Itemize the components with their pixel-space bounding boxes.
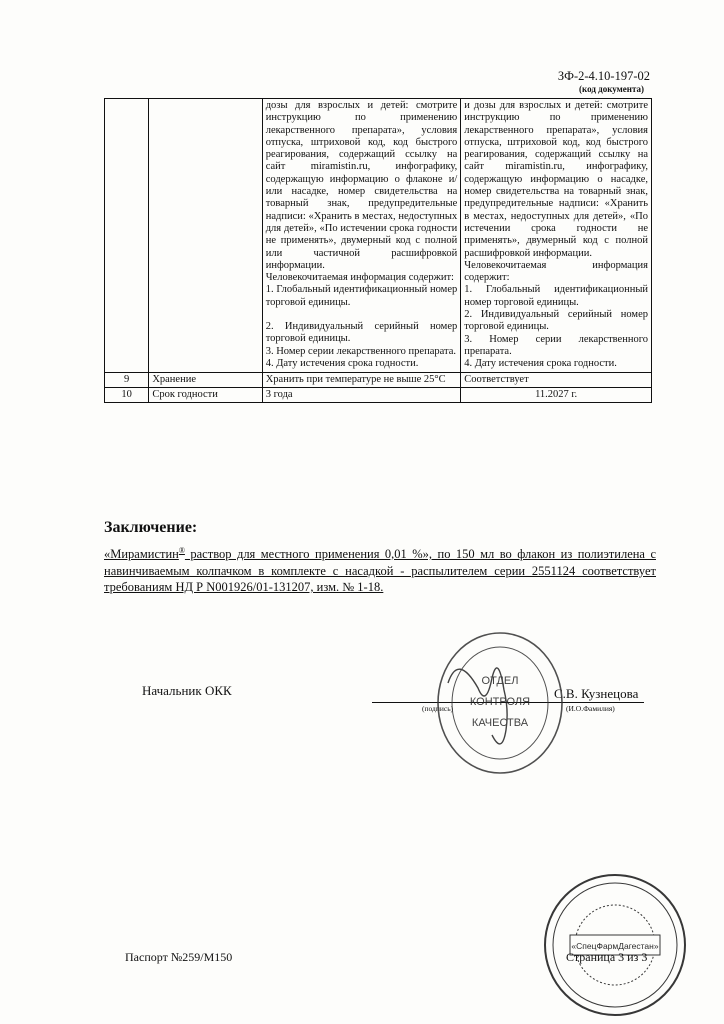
result-cell: Соответствует xyxy=(461,372,652,387)
document-code-value: ЗФ-2-4.10-197-02 xyxy=(557,69,650,83)
name-caption: (И.О.Фамилия) xyxy=(566,704,615,713)
document-code-label: (код документа) xyxy=(579,84,644,94)
result-line: Человекочитаемая информация содержит: xyxy=(464,259,648,284)
requirement-line: 3. Номер серии лекарственного препарата. xyxy=(265,345,457,357)
seal-company-name: «СпецФармДагестан» xyxy=(571,941,659,951)
result-line: и дозы для взрослых и детей: смотрите инструкцию по применению лекарственного препарата», условия отпуска, штриховой код, код быстрого реагирования, содержащий ссылку на сайт miramistin.ru, инфографику, содержащую информацию о насадке, номер свидетельства на товарный знак, предупредительные надписи: «Хранить в местах, недоступных для детей», «По истечении срока годности не применять», двумерный код с полной расшифровкой информации. xyxy=(464,100,648,259)
table-row xyxy=(105,387,652,402)
company-seal xyxy=(540,870,690,1020)
requirement-line: 4. Дату истечения срока годности. xyxy=(265,357,419,369)
signer-role: Начальник ОКК xyxy=(142,683,232,698)
signer-name: С.В. Кузнецова xyxy=(554,686,639,701)
conclusion-body: раствор для местного применения 0,01 %», по 150 мл во флакон из полиэтилена с навинчиваемым колпачком в комплекте с насадкой - распылителем серии 2551124 соответствует требованиям НД Р N001926/01-131207, изм. № 1-18. xyxy=(104,547,656,595)
table-row xyxy=(105,99,652,373)
row-name-cell: Срок годности xyxy=(149,387,262,402)
stamp-line: ОТДЕЛ xyxy=(481,675,519,687)
requirement-line: Человекочитаемая информация содержит: xyxy=(265,272,454,284)
result-line: 3. Номер серии лекарственного препарата. xyxy=(464,333,648,357)
conclusion-title: Заключение: xyxy=(104,519,198,536)
result-line: 1. Глобальный идентификационный номер торговой единицы. xyxy=(464,284,648,308)
passport-number: Паспорт №259/М150 xyxy=(125,950,233,964)
registered-mark: ® xyxy=(178,546,185,555)
signature-caption: (подпись) xyxy=(422,704,454,713)
document-code xyxy=(558,70,650,96)
requirement-line: 2. Индивидуальный серийный номер торговой единицы. xyxy=(265,321,458,345)
result-cell xyxy=(461,99,652,373)
stamp-line: КАЧЕСТВА xyxy=(471,717,529,729)
result-line: 4. Дату истечения срока годности. xyxy=(464,358,617,370)
quality-control-stamp xyxy=(428,628,568,778)
result-cell: 11.2027 г. xyxy=(461,387,652,402)
requirement-line: 1. Глобальный идентификационный номер торговой единицы. xyxy=(265,284,458,308)
stamp-line: КОНТРОЛЯ xyxy=(469,696,531,708)
spec-table xyxy=(104,98,652,403)
table-row xyxy=(105,372,652,387)
spacer xyxy=(266,309,458,321)
page-number: Страница 3 из 3 xyxy=(566,950,648,964)
requirement-cell: Хранить при температуре не выше 25°С xyxy=(262,372,461,387)
requirement-line: дозы для взрослых и детей: смотрите инструкцию по применению лекарственного препарата», условия отпуска, штриховой код, код быстрого реагирования, содержащий ссылку на сайт miramistin.ru, инфографику, содержащую информацию о флаконе и/или насадке, номер свидетельства на товарный знак, предупредительные надписи: «Хранить в местах, недоступных для детей», «По истечении срока годности не применять», двумерный код с полной или частичной расшифровкой информации. xyxy=(265,100,458,271)
requirement-cell: 3 года xyxy=(262,387,461,402)
row-name-cell: Хранение xyxy=(149,372,262,387)
row-name-cell xyxy=(149,99,262,373)
conclusion-brand: «Мирамистин xyxy=(104,547,179,562)
row-number-cell: 10 xyxy=(105,387,149,402)
result-line: 2. Индивидуальный серийный номер торговой единицы. xyxy=(464,309,648,333)
requirement-cell xyxy=(262,99,461,373)
row-number-cell xyxy=(105,99,149,373)
conclusion-text xyxy=(104,543,656,596)
row-number-cell: 9 xyxy=(105,372,149,387)
